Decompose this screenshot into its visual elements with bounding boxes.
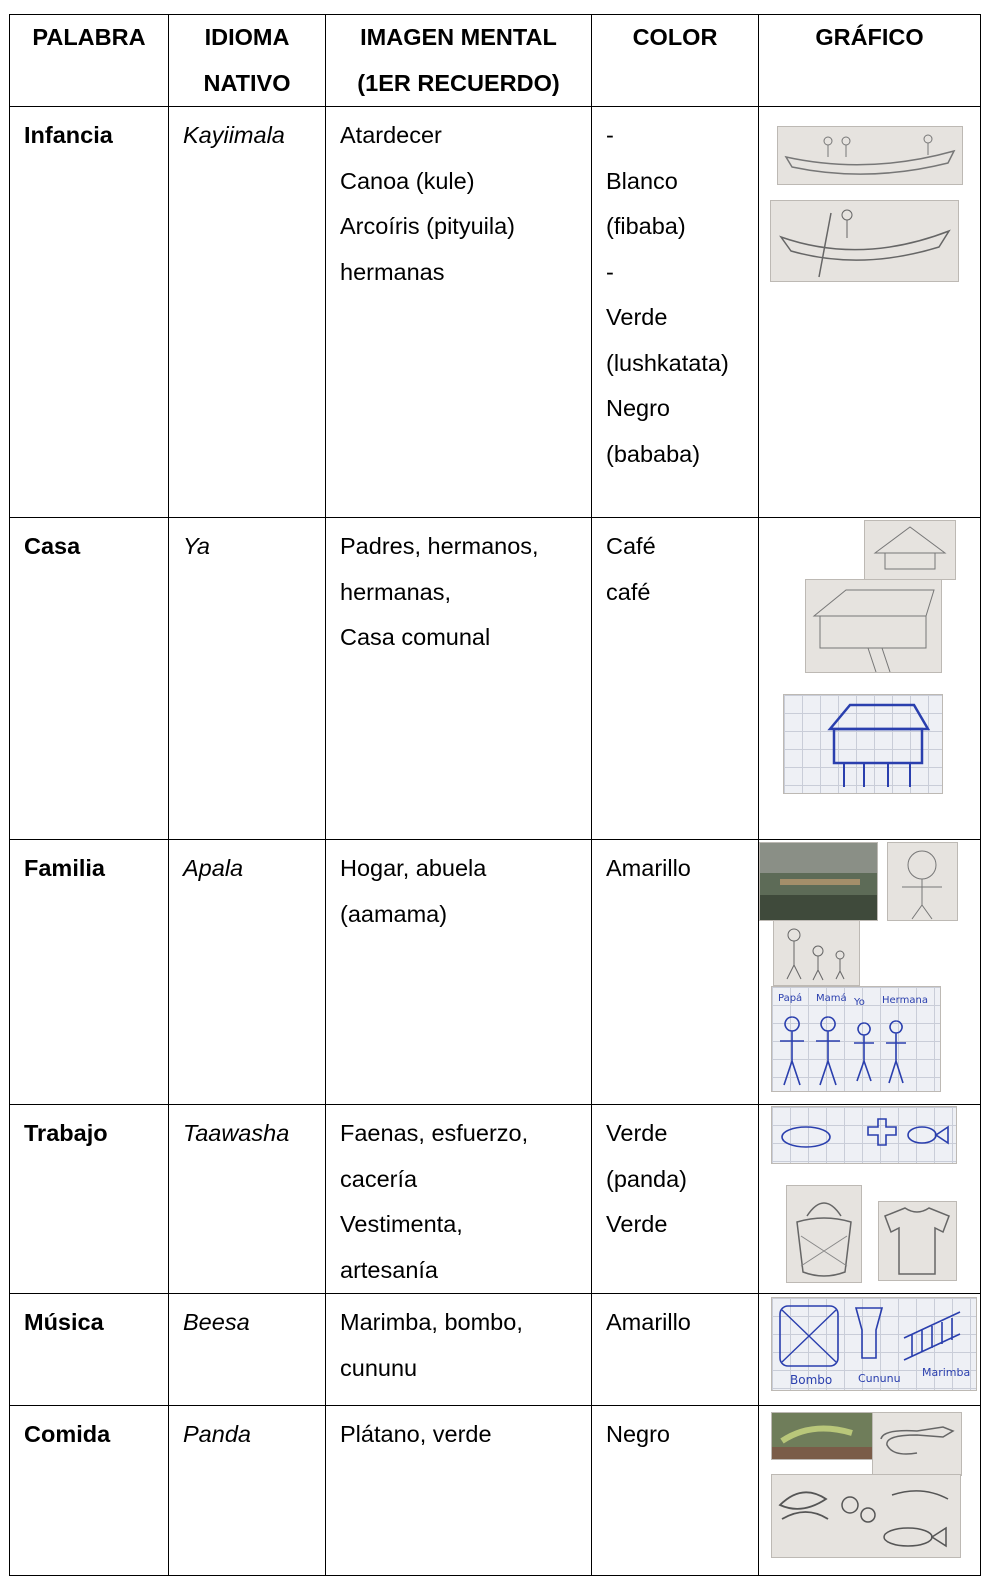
- instruments-grid-drawing: [771, 1297, 977, 1391]
- color-line: Negro: [606, 1421, 671, 1447]
- color-line: Amarillo: [606, 1309, 691, 1335]
- mental-image-line: artesanía: [340, 1256, 438, 1283]
- header-imagen-mental: IMAGEN MENTAL (1ER RECUERDO): [326, 15, 592, 107]
- mental-image-cell: [326, 1105, 592, 1294]
- color-cell: [592, 1294, 759, 1406]
- mental-image-word: hermanos,: [427, 533, 539, 559]
- header-grafico: GRÁFICO: [759, 15, 981, 107]
- mental-image-word: Faenas,: [340, 1120, 425, 1146]
- native-word-cell: Apala: [169, 840, 326, 1105]
- color-cell: [592, 518, 759, 840]
- color-line: Negro: [606, 395, 671, 421]
- mental-image-line: Vestimenta,: [340, 1211, 463, 1237]
- word-cell: Trabajo: [10, 1105, 169, 1294]
- mental-image-line: cununu: [340, 1354, 418, 1381]
- drawing-label: Yo: [854, 997, 865, 1008]
- mental-image-line: cacería: [340, 1165, 418, 1192]
- family-photo: [759, 842, 878, 921]
- color-line: -: [606, 258, 614, 285]
- native-word-cell: Panda: [169, 1406, 326, 1576]
- drawing-label: Mamá: [816, 993, 847, 1004]
- header-palabra: PALABRA: [10, 15, 169, 107]
- native-word-cell: Ya: [169, 518, 326, 840]
- graphic-cell: [759, 1105, 981, 1294]
- house-grid-drawing: [783, 694, 943, 794]
- mental-image-word: esfuerzo,: [431, 1120, 529, 1146]
- communal-house-sketch: [805, 579, 942, 673]
- color-line: Blanco: [606, 167, 678, 194]
- canoe-sketch-large: [770, 200, 959, 282]
- color-cell: [592, 840, 759, 1105]
- color-line: Verde: [606, 1120, 668, 1146]
- color-line: Verde: [606, 304, 668, 330]
- mental-image-word: Padres,: [340, 533, 421, 559]
- table-row: [10, 1294, 981, 1406]
- graphic-cell: [759, 518, 981, 840]
- color-line: café: [606, 578, 651, 605]
- header-idioma-nativo: IDIOMA NATIVO: [169, 15, 326, 107]
- color-line: (bababa): [606, 440, 701, 467]
- mental-image-cell: [326, 107, 592, 518]
- table-row: [10, 1406, 981, 1576]
- color-line: (panda): [606, 1165, 687, 1192]
- header-row: [10, 15, 981, 107]
- mental-image-line: Hogar, abuela: [340, 855, 487, 881]
- native-word-cell: Beesa: [169, 1294, 326, 1406]
- mental-image-line: Canoa (kule): [340, 167, 475, 194]
- food-sketch: [771, 1474, 961, 1558]
- drawing-label: Bombo: [790, 1373, 833, 1387]
- color-cell: [592, 1105, 759, 1294]
- graphic-cell: [759, 840, 981, 1105]
- table-row: [10, 840, 981, 1105]
- word-cell: Comida: [10, 1406, 169, 1576]
- mental-image-table: [9, 14, 981, 1576]
- mental-image-line: [340, 1111, 583, 1157]
- drawing-label: Papá: [778, 993, 803, 1004]
- word-cell: Casa: [10, 518, 169, 840]
- color-line: Amarillo: [606, 855, 691, 881]
- drawing-label: Marimba: [922, 1366, 971, 1379]
- table-row: [10, 107, 981, 518]
- drawing-label: Hermana: [882, 995, 928, 1006]
- native-word-cell: Kayiimala: [169, 107, 326, 518]
- mental-image-cell: [326, 1294, 592, 1406]
- hut-sketch-small: [864, 520, 956, 580]
- word-cell: Familia: [10, 840, 169, 1105]
- mental-image-cell: [326, 518, 592, 840]
- graphic-cell: [759, 107, 981, 518]
- mental-image-line: [340, 1300, 583, 1346]
- child-sketch: [887, 842, 958, 921]
- table-row: [10, 1105, 981, 1294]
- color-line: (lushkatata): [606, 349, 729, 376]
- mental-image-line: Atardecer: [340, 122, 442, 148]
- color-cell: [592, 1406, 759, 1576]
- native-word-cell: Taawasha: [169, 1105, 326, 1294]
- basket-sketch: [786, 1185, 862, 1283]
- shirt-sketch: [878, 1201, 957, 1281]
- mental-image-line: (aamama): [340, 900, 448, 927]
- word-cell: Música: [10, 1294, 169, 1406]
- mental-image-line: [340, 524, 583, 570]
- mental-image-word: bombo,: [444, 1309, 523, 1335]
- animals-grid-drawing: [771, 1106, 957, 1164]
- graphic-cell: [759, 1406, 981, 1576]
- mental-image-cell: [326, 840, 592, 1105]
- mental-image-line: Plátano, verde: [340, 1421, 492, 1447]
- graphic-cell: [759, 1294, 981, 1406]
- stick-family-sketch: [773, 920, 860, 986]
- plantain-photo: [771, 1412, 873, 1460]
- bottle-sketch: [872, 1412, 962, 1476]
- mental-image-line: hermanas,: [340, 578, 452, 605]
- mental-image-line: Casa comunal: [340, 624, 491, 650]
- color-line: Café: [606, 533, 656, 559]
- color-cell: [592, 107, 759, 518]
- mental-image-line: Arcoíris (pityuila): [340, 213, 515, 239]
- drawing-label: Cununu: [858, 1372, 901, 1385]
- table-row: [10, 518, 981, 840]
- word-cell: Infancia: [10, 107, 169, 518]
- mental-image-line: hermanas: [340, 258, 445, 285]
- mental-image-cell: [326, 1406, 592, 1576]
- family-grid-drawing: [771, 986, 941, 1092]
- color-line: -: [606, 122, 614, 148]
- color-line: Verde: [606, 1211, 668, 1237]
- mental-image-word: Marimba,: [340, 1309, 438, 1335]
- color-line: (fibaba): [606, 213, 686, 239]
- canoe-sketch-small: [777, 126, 963, 185]
- header-color: COLOR: [592, 15, 759, 107]
